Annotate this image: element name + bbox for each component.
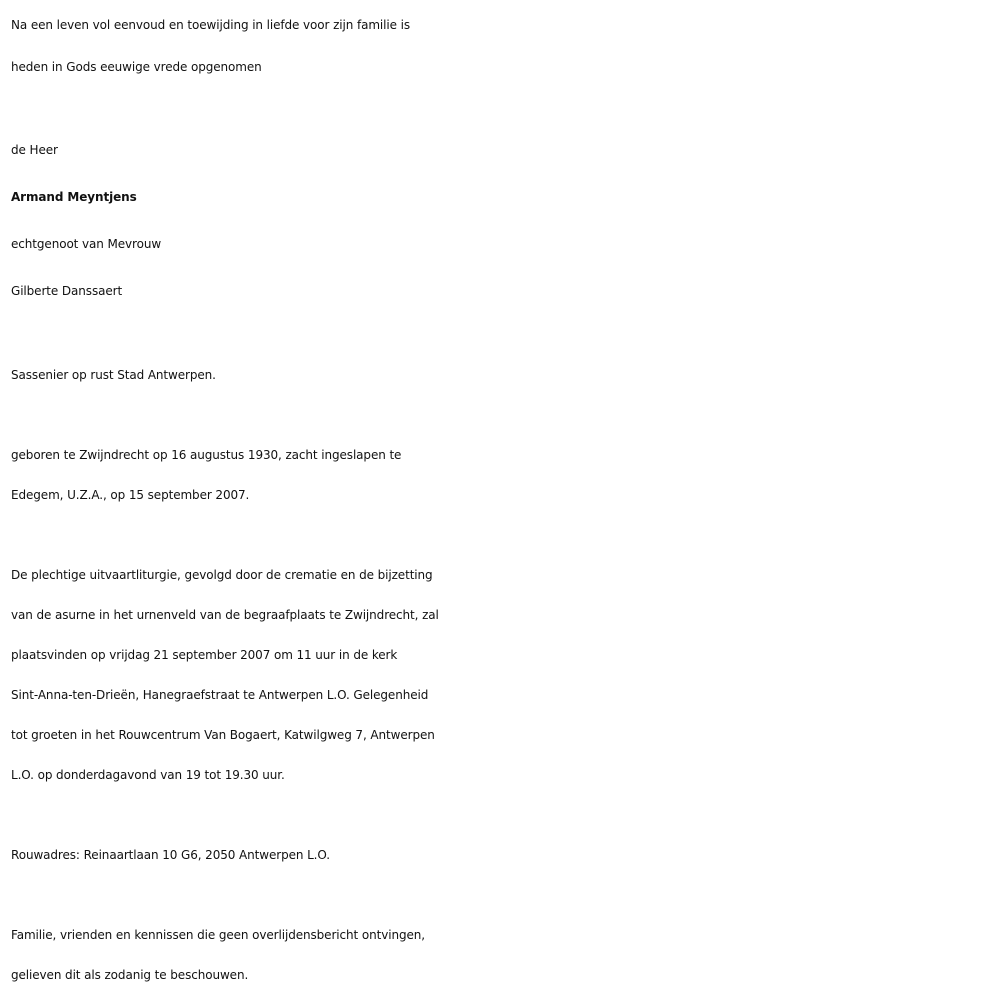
name-block <box>11 127 991 315</box>
closing-line-2: gelieven dit als zodanig te beschouwen. <box>11 968 249 982</box>
spouse-line-2: Gilberte Danssaert <box>11 284 123 298</box>
spouse-line-1: echtgenoot van Mevrouw <box>11 237 162 251</box>
intro-line-1: Na een leven vol eenvoud en toewijding in liefde voor zijn familie is <box>11 18 411 32</box>
ceremony-line-3: plaatsvinden op vrijdag 21 september 2007 om 11 uur in de kerk <box>11 648 398 662</box>
obituary-notice <box>11 4 991 995</box>
ceremony-line-5: tot groeten in het Rouwcentrum Van Bogaert, Katwilgweg 7, Antwerpen <box>11 728 435 742</box>
deceased-name: Armand Meyntjens <box>11 190 137 204</box>
birth-death-line-1: geboren te Zwijndrecht op 16 augustus 1930, zacht ingeslapen te <box>11 448 402 462</box>
spacer <box>11 875 991 915</box>
spacer <box>11 395 991 435</box>
ceremony-line-4: Sint-Anna-ten-Drieën, Hanegraefstraat te Antwerpen L.O. Gelegenheid <box>11 688 429 702</box>
intro-line-2: heden in Gods eeuwige vrede opgenomen <box>11 60 262 74</box>
spacer <box>11 515 991 555</box>
spacer <box>11 87 991 127</box>
ceremony-line-6: L.O. op donderdagavond van 19 tot 19.30 uur. <box>11 768 285 782</box>
closing-line-1: Familie, vrienden en kennissen die geen overlijdensbericht ontvingen, <box>11 928 425 942</box>
ceremony-line-1: De plechtige uitvaartliturgie, gevolgd door de crematie en de bijzetting <box>11 568 433 582</box>
salutation: de Heer <box>11 143 58 157</box>
spacer <box>11 795 991 835</box>
spacer <box>11 315 991 355</box>
birth-death-line-2: Edegem, U.Z.A., op 15 september 2007. <box>11 488 250 502</box>
ceremony-line-2: van de asurne in het urnenveld van de begraafplaats te Zwijndrecht, zal <box>11 608 439 622</box>
occupation: Sassenier op rust Stad Antwerpen. <box>11 368 216 382</box>
mourning-address: Rouwadres: Reinaartlaan 10 G6, 2050 Antwerpen L.O. <box>11 848 330 862</box>
